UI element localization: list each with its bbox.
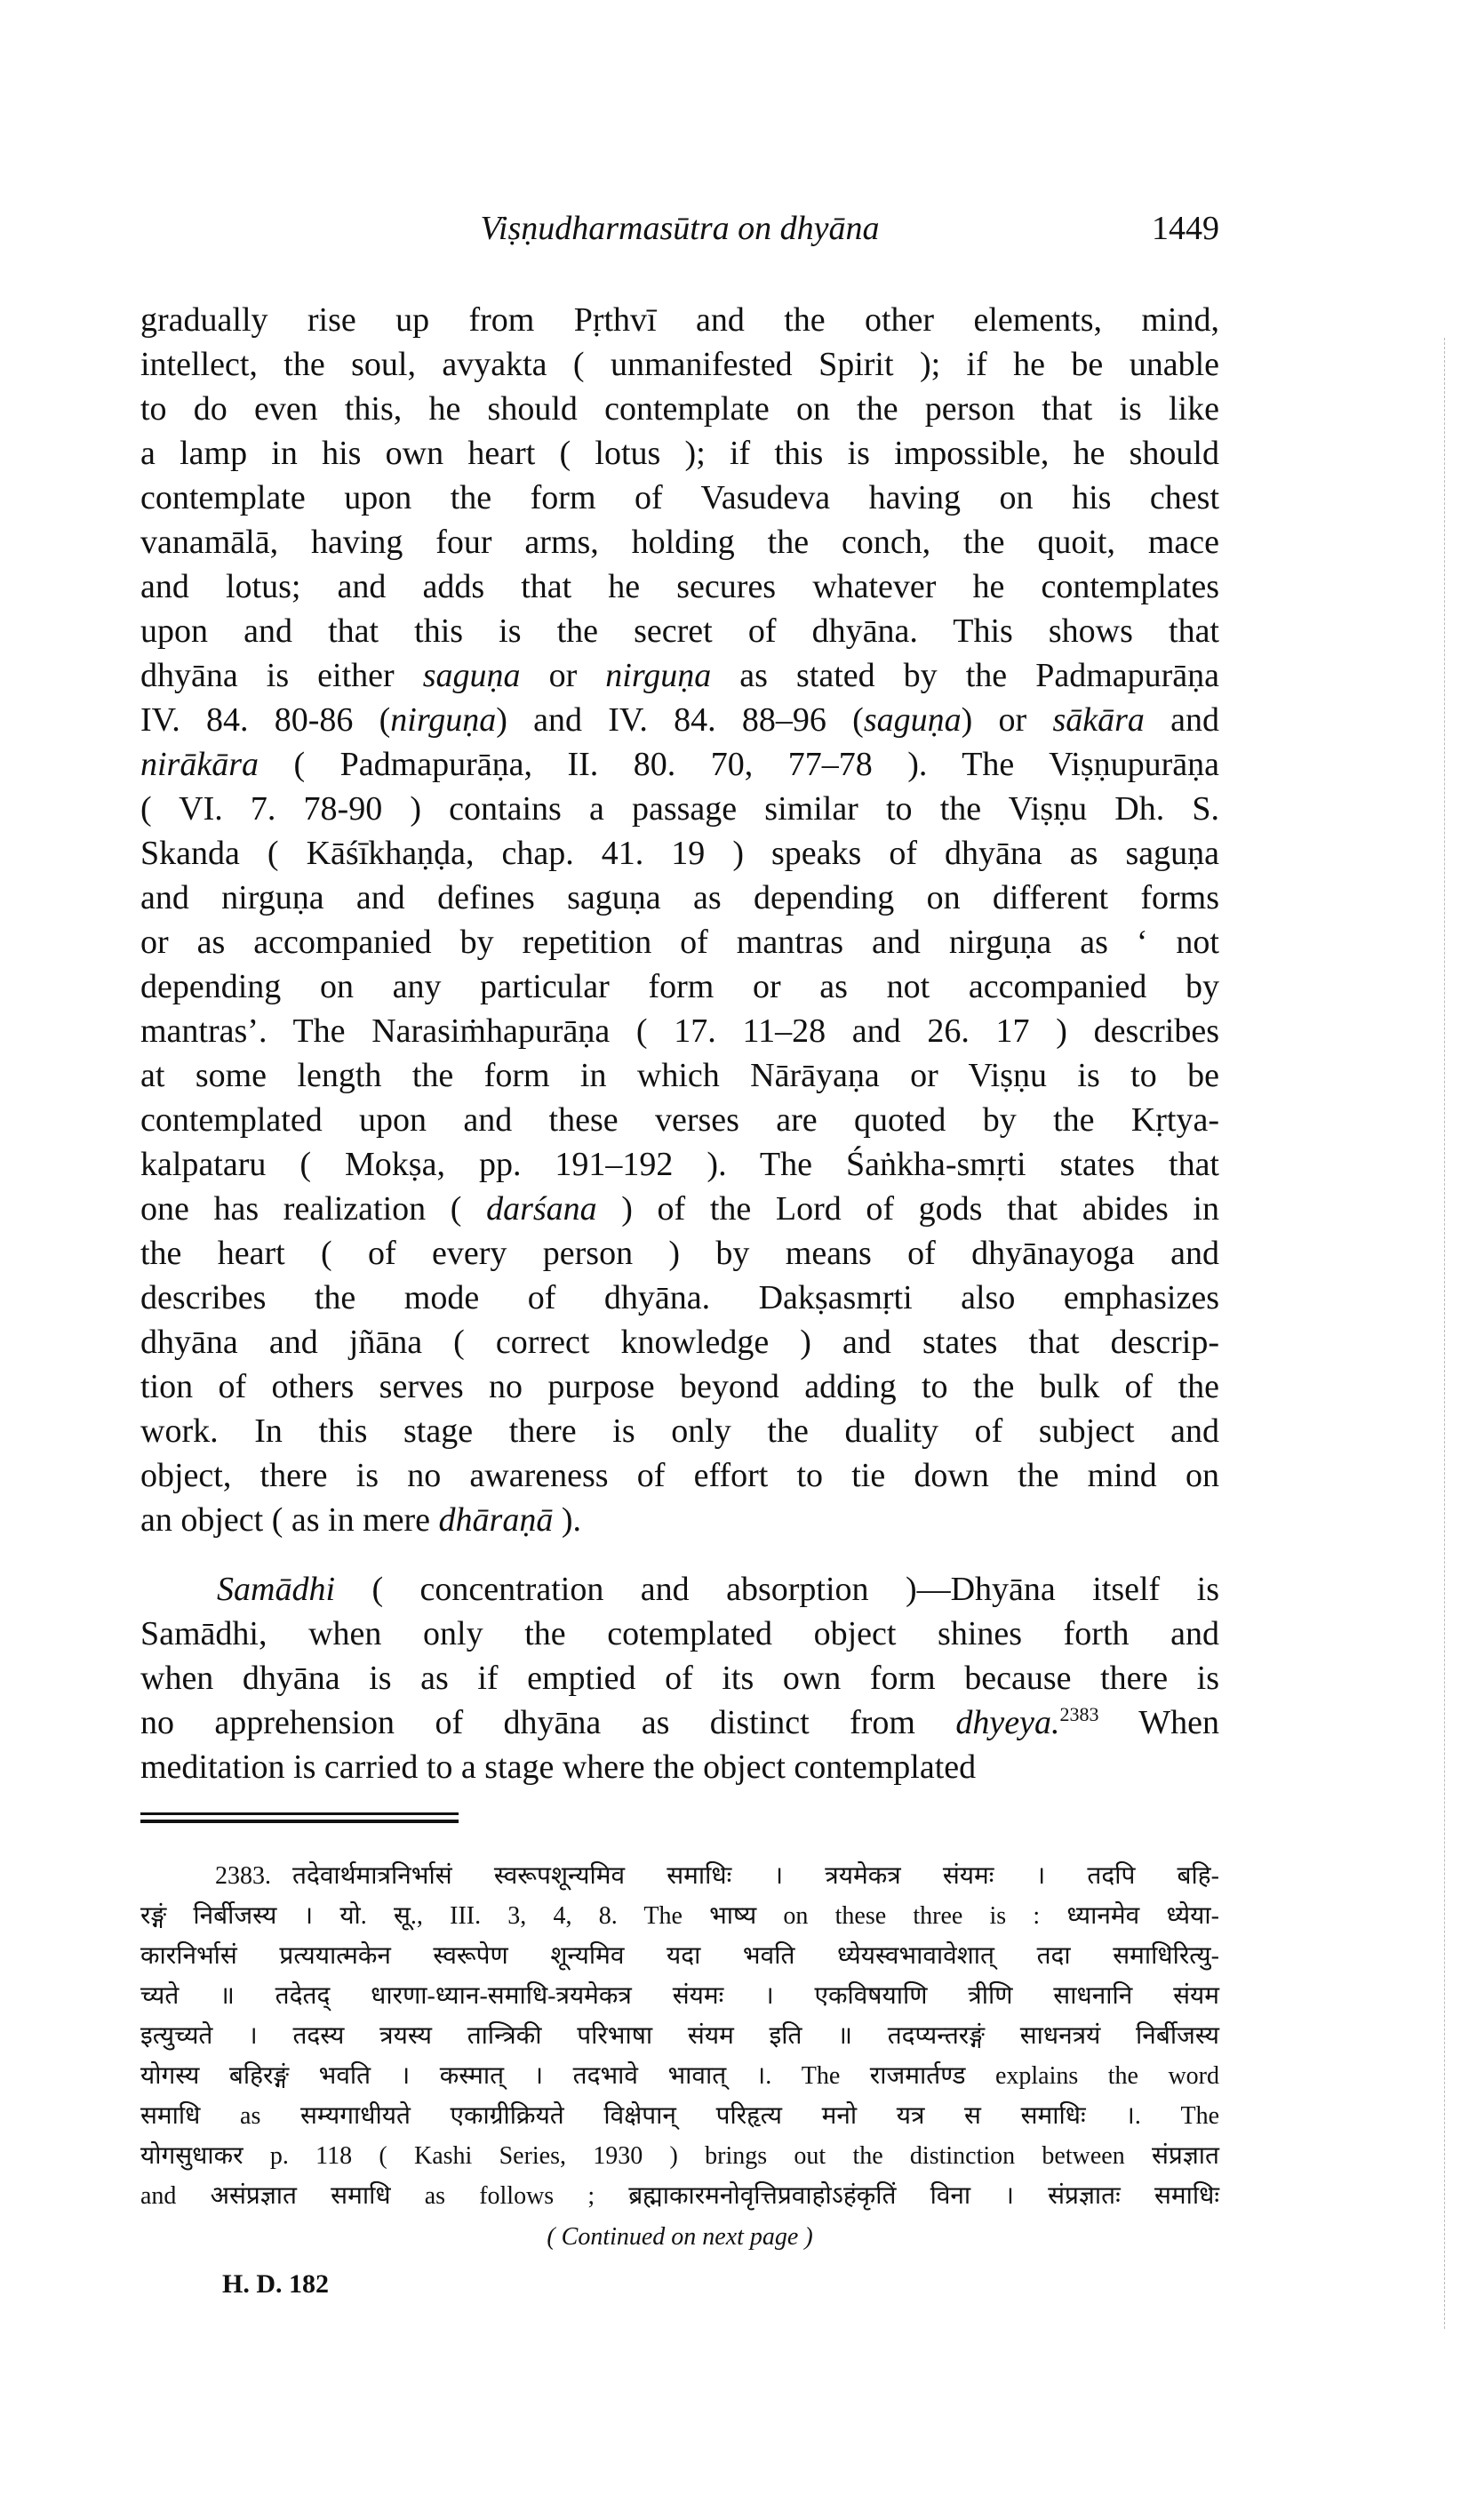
text-run: kalpataru ( Mokṣa, pp. 191–192 ). The Śaṅkha-smṛti states that (140, 1146, 1219, 1183)
footnote-number: 2383. (215, 1862, 271, 1890)
footnote-text: रङ्गं निर्बीजस्य । यो. सू., III. 3, 4, 8. The भाष्य on these three is : ध्यानमेव ध्येया- (140, 1902, 1219, 1930)
text-run: and nirguṇa and defines saguṇa as depending on different forms (140, 879, 1219, 916)
continued-note: ( Continued on next page ) (547, 2223, 813, 2251)
text-line (140, 1567, 1219, 1612)
footnote-2383 (140, 1856, 1219, 2216)
text-run: to do even this, he should contemplate on the person that is like (140, 390, 1219, 428)
footnote-line (140, 1976, 1219, 2016)
footnote-line (140, 2016, 1219, 2056)
text-run: gradually rise up from Pṛthvī and the other elements, mind, (140, 301, 1219, 339)
footnote-text: इत्युच्यते । तदस्य त्रयस्य तान्त्रिकी परिभाषा संयम इति ॥ तदप्यन्तरङ्गं साधनत्रयं निर्बीजस्य (140, 2022, 1219, 2050)
text-run: depending on any particular form or as not accompanied by (140, 968, 1219, 1005)
italic-term: sākāra (1052, 701, 1145, 739)
text-line (140, 1656, 1219, 1700)
italic-term: nirākāra (140, 746, 259, 783)
text-line (140, 698, 1219, 742)
footnote-line (140, 2096, 1219, 2136)
text-run: one has realization ( (140, 1190, 487, 1228)
text-run: the heart ( of every person ) by means of dhyānayoga and (140, 1235, 1219, 1272)
text-line (140, 1320, 1219, 1364)
italic-term: dhāraṇā (438, 1501, 554, 1539)
text-run: and (1144, 701, 1220, 739)
text-run: ) or (961, 701, 1053, 739)
text-run: IV. 84. 80-86 ( (140, 701, 391, 739)
italic-term: darśana (486, 1190, 597, 1228)
text-run: vanamālā, having four arms, holding the conch, the quoit, mace (140, 524, 1219, 561)
text-line (140, 431, 1219, 476)
text-line (140, 298, 1219, 342)
text-line (140, 1745, 1219, 1789)
text-run: at some length the form in which Nārāyaṇa or Viṣṇu is to be (140, 1057, 1219, 1094)
italic-term: saguṇa (422, 657, 521, 694)
text-run: Skanda ( Kāśīkhaṇḍa, chap. 41. 19 ) speaks of dhyāna as saguṇa (140, 835, 1219, 872)
footnote-text: तदेवार्थमात्रनिर्भासं स्वरूपशून्यमिव समाधिः । त्रयमेकत्र संयमः । तदपि बहि- (292, 1862, 1219, 1890)
text-run: or as accompanied by repetition of mantras and nirguṇa as ‘ not (140, 924, 1219, 961)
text-line (140, 831, 1219, 876)
text-run: contemplate upon the form of Vasudeva having on his chest (140, 479, 1219, 516)
text-run: object, there is no awareness of effort to tie down the mind on (140, 1457, 1219, 1494)
text-run: ). (553, 1501, 581, 1539)
text-run: ( VI. 7. 78-90 ) contains a passage similar to the Viṣṇu Dh. S. (140, 790, 1219, 828)
italic-term: nirguṇa (605, 657, 712, 694)
text-line (140, 1453, 1219, 1498)
text-line (140, 1612, 1219, 1656)
footnote-line (140, 1936, 1219, 1976)
footnote-reference[interactable]: 2383 (1059, 1703, 1099, 1725)
text-line (140, 476, 1219, 520)
footnote-text: च्यते ॥ तदेतद् धारणा-ध्यान-समाधि-त्रयमेकत्र संयमः । एकविषयाणि त्रीणि साधनानि संयम (140, 1982, 1219, 2010)
footnote-line (140, 2136, 1219, 2176)
text-line (140, 564, 1219, 609)
text-line (140, 742, 1219, 787)
paragraph (140, 1567, 1219, 1789)
text-line (140, 520, 1219, 564)
text-run: ( concentration and absorption )—Dhyāna itself is (335, 1571, 1219, 1608)
text-line (140, 1498, 1219, 1542)
text-line (140, 1098, 1219, 1142)
text-run: dhyāna and jñāna ( correct knowledge ) and states that descrip- (140, 1324, 1219, 1361)
text-run: ) and IV. 84. 88–96 ( (496, 701, 864, 739)
footnote-text: योगस्य बहिरङ्गं भवति । कस्मात् । तदभावे भावात् ।. The राजमार्तण्ड explains the word (140, 2062, 1219, 2090)
text-run: work. In this stage there is only the duality of subject and (140, 1412, 1219, 1450)
text-run: tion of others serves no purpose beyond adding to the bulk of the (140, 1368, 1219, 1405)
text-line (140, 920, 1219, 964)
text-run: Samādhi, when only the cotemplated object shines forth and (140, 1615, 1219, 1652)
footnote-text: समाधि as सम्यगाधीयते एकाग्रीक्रियते विक्षेपान् परिहृत्य मनो यत्र स समाधिः ।. The (140, 2102, 1219, 2130)
text-line (140, 1053, 1219, 1098)
footnote-text: and असंप्रज्ञात समाधि as follows ; ब्रह्माकारमनोवृत्तिप्रवाहोऽहंकृतिं विना । संप्रज्ञातः समाधिः (140, 2182, 1219, 2210)
footnote-rule (140, 1820, 459, 1823)
signature-mark: H. D. 182 (222, 2269, 329, 2299)
text-line (140, 653, 1219, 698)
text-run: contemplated upon and these verses are quoted by the Kṛtya- (140, 1101, 1219, 1139)
text-run: upon and that this is the secret of dhyāna. This shows that (140, 612, 1219, 650)
text-line (140, 387, 1219, 431)
footnote-line (140, 2176, 1219, 2216)
text-line (140, 1142, 1219, 1187)
footnote-line (140, 1896, 1219, 1936)
text-run: as stated by the Padmapurāṇa (711, 657, 1220, 694)
text-run: or (520, 657, 606, 694)
text-run: an object ( as in mere (140, 1501, 439, 1539)
text-line (140, 1409, 1219, 1453)
page-edge-dashed-line (1444, 338, 1445, 2329)
running-head (140, 206, 1219, 251)
text-run: no apprehension of dhyāna as distinct from (140, 1704, 956, 1741)
text-line (140, 876, 1219, 920)
paragraph (140, 298, 1219, 1542)
italic-term: nirguṇa (390, 701, 497, 739)
italic-term: dhyeya. (955, 1704, 1060, 1741)
text-line (140, 342, 1219, 387)
footnote-text: कारनिर्भासं प्रत्ययात्मकेन स्वरूपेण शून्यमिव यदा भवति ध्येयस्वभावावेशात् तदा समाधिरित्यु- (140, 1942, 1219, 1970)
text-line (140, 787, 1219, 831)
text-run: ( Padmapurāṇa, II. 80. 70, 77–78 ). The Viṣṇupurāṇa (259, 746, 1219, 783)
text-line (140, 1364, 1219, 1409)
text-run: When (1098, 1704, 1220, 1741)
text-line (140, 1231, 1219, 1276)
text-run: ) of the Lord of gods that abides in (596, 1190, 1219, 1228)
text-line (140, 1187, 1219, 1231)
text-line (140, 1700, 1219, 1745)
footnote-text: योगसुधाकर p. 118 ( Kashi Series, 1930 ) brings out the distinction between संप्रज्ञात (140, 2142, 1219, 2170)
text-run: a lamp in his own heart ( lotus ); if this is impossible, he should (140, 435, 1219, 472)
body-text (140, 298, 1219, 1789)
text-run: dhyāna is either (140, 657, 423, 694)
page-number: 1449 (1152, 210, 1219, 247)
text-line (140, 1009, 1219, 1053)
footnote-line (140, 1856, 1219, 1896)
footnote-line (140, 2056, 1219, 2096)
running-head-title: Viṣṇudharmasūtra on dhyāna (480, 210, 880, 247)
text-run: intellect, the soul, avyakta ( unmanifested Spirit ); if he be unable (140, 346, 1219, 383)
text-run: describes the mode of dhyāna. Dakṣasmṛti also emphasizes (140, 1279, 1219, 1316)
text-line (140, 1276, 1219, 1320)
text-run: meditation is carried to a stage where the object contemplated (140, 1748, 977, 1786)
text-run: when dhyāna is as if emptied of its own form because there is (140, 1660, 1219, 1697)
text-run: mantras’. The Narasiṁhapurāṇa ( 17. 11–28 and 26. 17 ) describes (140, 1012, 1219, 1050)
italic-term: Samādhi (217, 1571, 335, 1608)
text-line (140, 609, 1219, 653)
text-line (140, 964, 1219, 1009)
footnote-rule (140, 1812, 459, 1815)
text-run: and lotus; and adds that he secures whatever he contemplates (140, 568, 1219, 605)
italic-term: saguṇa (863, 701, 962, 739)
